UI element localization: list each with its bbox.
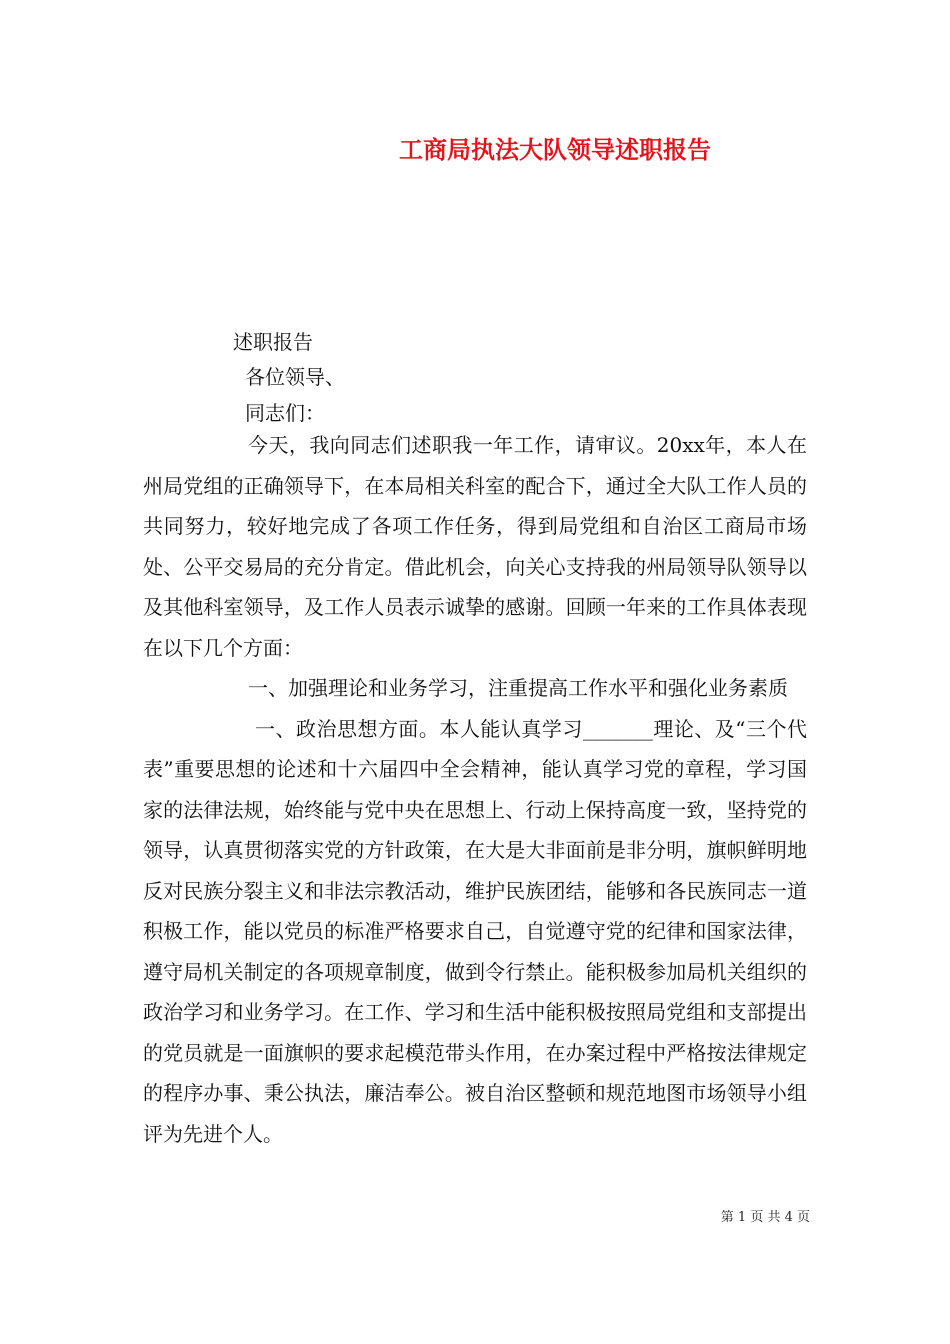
salutation-comrades: 同志们： [245,401,325,425]
paragraph-political-thought: 一、政治思想方面。本人能认真学习_______理论、及“三个代表”重要思想的论述和十六届四中全会精神，能认真学习党的章程，学习国家的法律法规，始终能与党中央在思想上、行动上保持高度一致，坚持党的领导，认真贯彻落实党的方针政策，在大是大非面前是非分明，旗帜鲜明地反对民族分裂主义和非法宗教活动，维护民族团结，能够和各民族同志一道积极工作，能以党员的标准严格要求自己，自觉遵守党的纪律和国家法律，遵守局机关制定的各项规章制度，做到令行禁止。能积极参加局机关组织的政治学习和业务学习。在工作、学习和生活中能积极按照局党组和支部提出的党员就是一面旗帜的要求起模范带头作用，在办案过程中严格按法律规定的程序办事、秉公执法，廉洁奉公。被自治区整顿和规范地图市场领导小组评为先进个人。 [143,716,807,1146]
body-text [143,425,807,1154]
page-footer: 第 1 页 共 4 页 [720,1210,810,1225]
document-title: 工商局执法大队领导述职报告 [399,135,711,164]
report-heading: 述职报告 [233,330,313,354]
paragraph-intro: 今天，我向同志们述职我一年工作，请审议。20xx年，本人在州局党组的正确领导下，在本局相关科室的配合下，通过全大队工作人员的共同努力，较好地完成了各项工作任务，得到局党组和自治区工商局市场处、公平交易局的充分肯定。借此机会，向关心支持我的州局领导队领导以及其他科室领导，及工作人员表示诚挚的感谢。回顾一年来的工作具体表现在以下几个方面： [143,433,807,660]
paragraph-section-heading: 一、加强理论和业务学习，注重提高工作水平和强化业务素质 [248,676,788,700]
salutation-leaders: 各位领导、 [245,365,345,389]
